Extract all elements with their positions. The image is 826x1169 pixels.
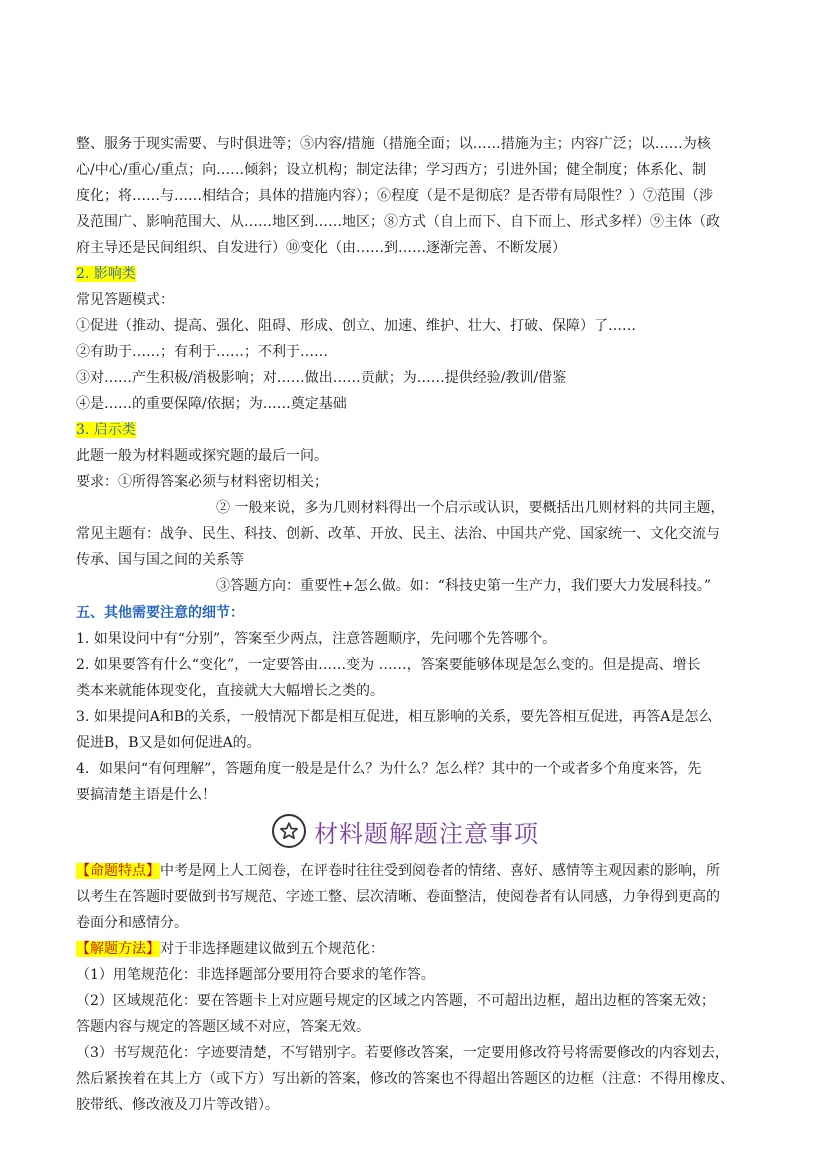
text-line: 要搞清楚主语是什么！ [76, 787, 216, 803]
list-item: ②有助于……；有利于……；不利于…… [76, 344, 328, 360]
star-icon [272, 814, 306, 848]
text-line: 类本来就能体现变化，直接就大大幅增长之类的。 [76, 683, 384, 699]
tag-solving-method: 【解题方法】 [76, 941, 160, 957]
text-line: 度化；将……与……相结合；具体的措施内容）；⑥程度（是不是彻底？是否带有局限性？）⑦范围（涉 [76, 188, 713, 204]
heading-impact [76, 265, 136, 283]
text-line: ② 一般来说，多为几则材料得出一个启示或认识，要概括出几则材料的共同主题， [216, 500, 725, 516]
list-item: ④是……的重要保障/依据；为……奠定基础 [76, 396, 347, 412]
text-line: 常见主题有：战争、民生、科技、创新、改革、开放、民主、法治、中国共产党、国家统一、文化交流与 [76, 526, 720, 542]
list-item: 1. 如果设问中有“分别”，答案至少两点，注意答题顺序，先问哪个先答哪个。 [76, 631, 557, 647]
text-span: 中考是网上人工阅卷，在评卷时往往受到阅卷者的情绪、喜好、感情等主观因素的影响，所 [160, 863, 720, 879]
text-line: 心/中心/重心/重点；向……倾斜；设立机构；制定法律；学习西方；引进外国；健全制度；体系化、制 [76, 162, 707, 178]
text-line: 要求：①所得答案必须与材料密切相关； [76, 474, 328, 490]
heading-impact-label: 2. 影响类 [76, 266, 136, 282]
text-line: ③答题方向：重要性+怎么做。如：“科技史第一生产力，我们要大力发展科技。” [216, 578, 712, 594]
tag-exam-features: 【命题特点】 [76, 863, 160, 879]
text-span: 对于非选择题建议做到五个规范化： [160, 941, 384, 957]
list-item: 4．如果问“有何理解”，答题角度一般是是什么？为什么？怎么样？其中的一个或者多个角度来答，先 [76, 761, 702, 777]
list-item: ①促进（推动、提高、强化、阻碍、形成、创立、加速、维护、壮大、打破、保障）了…… [76, 318, 636, 334]
text-line: 胶带纸、修改液及刀片等改错）。 [76, 1097, 279, 1113]
heading-enlightenment-label: 3. 启示类 [76, 422, 136, 438]
list-item: 2. 如果要答有什么“变化”，一定要答由……变为 ……，答案要能够体现是怎么变的。但是提高、增长 [76, 657, 701, 673]
text-line: 府主导还是民间组织、自发进行）⑩变化（由……到……逐渐完善、不断发展） [76, 240, 566, 256]
text-line: 整、服务于现实需要、与时俱进等；⑤内容/措施（措施全面；以……措施为主；内容广泛；以……为核 [76, 136, 711, 152]
text-line: 传承、国与国之间的关系等 [76, 552, 244, 568]
text-line: 常见答题模式： [76, 292, 174, 308]
text-line [76, 862, 720, 880]
text-line [76, 940, 384, 958]
section-title: 材料题解题注意事项 [314, 819, 539, 848]
list-item: （2）区域规范化：要在答题卡上对应题号规定的区域之内答题，不可超出边框，超出边框的答案无效； [76, 993, 715, 1009]
text-line: 以考生在答题时要做到书写规范、字迹工整、层次清晰、卷面整洁，使阅卷者有认同感，力争得到更高的 [76, 889, 720, 905]
text-line: 卷面分和感情分。 [76, 915, 188, 931]
heading-enlightenment [76, 421, 136, 439]
list-item: 3. 如果提问A和B的关系，一般情况下都是相互促进，相互影响的关系，要先答相互促进，再答A是怎么 [76, 709, 713, 725]
list-item: ③对……产生积极/消极影响；对……做出……贡献；为……提供经验/教训/借鉴 [76, 370, 567, 386]
section-title-block [272, 812, 539, 850]
list-item: （3）书写规范化：字迹要清楚，不写错别字。若要修改答案，一定要用修改符号将需要修改的内容划去， [76, 1045, 729, 1061]
text-line: 及范围广、影响范围大、从……地区到……地区；⑧方式（自上而下、自下而上、形式多样）⑨主体（政 [76, 214, 720, 230]
heading-other-details: 五、其他需要注意的细节： [76, 605, 244, 621]
text-line: 然后紧挨着在其上方（或下方）写出新的答案，修改的答案也不得超出答题区的边框（注意：不得用橡皮、 [76, 1071, 734, 1087]
text-line: 答题内容与规定的答题区域不对应，答案无效。 [76, 1019, 370, 1035]
list-item: （1）用笔规范化：非选择题部分要用符合要求的笔作答。 [76, 967, 435, 983]
text-line: 促进B，B又是如何促进A的。 [76, 735, 261, 751]
text-line: 此题一般为材料题或探究题的最后一问。 [76, 448, 328, 464]
